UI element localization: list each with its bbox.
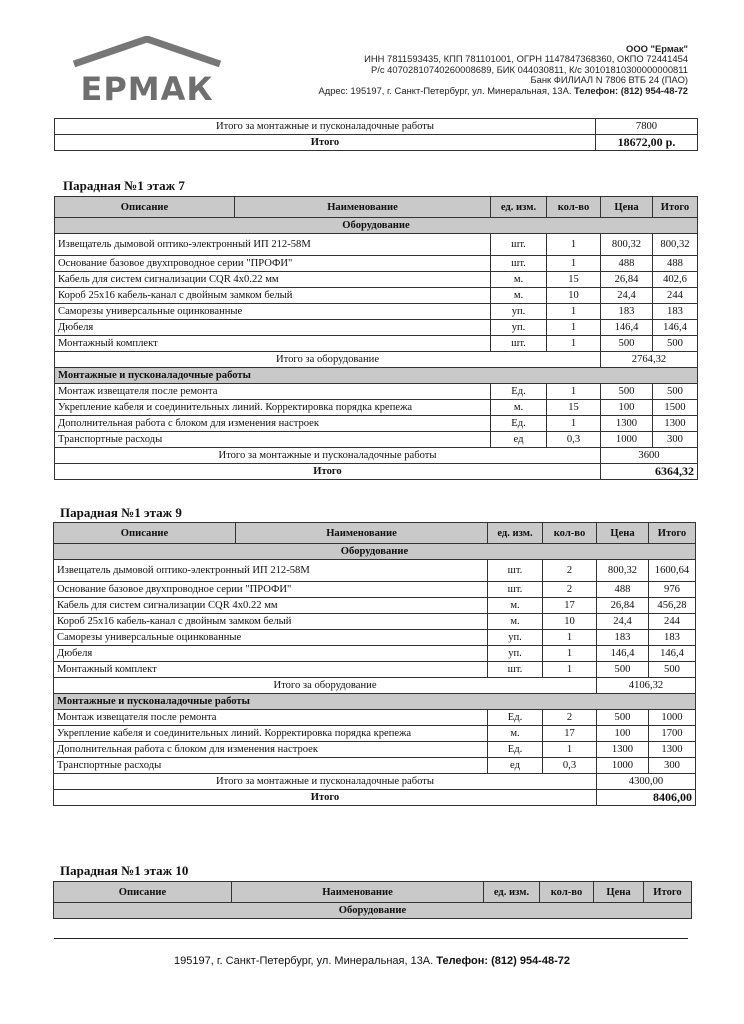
item-total: 1700 bbox=[649, 726, 696, 742]
item-price: 100 bbox=[601, 400, 653, 416]
equipment-total-value: 4106,32 bbox=[597, 678, 696, 694]
item-qty: 1 bbox=[543, 630, 597, 646]
item-unit: шт. bbox=[491, 336, 547, 352]
col-qty: кол-во bbox=[540, 882, 594, 903]
equipment-header: Оборудование bbox=[54, 544, 696, 560]
col-qty: кол-во bbox=[547, 197, 601, 218]
item-qty: 1 bbox=[543, 646, 597, 662]
item-total: 146,4 bbox=[653, 320, 698, 336]
item-price: 488 bbox=[597, 582, 649, 598]
works-total-label: Итого за монтажные и пусконаладочные работы bbox=[54, 774, 597, 790]
item-price: 500 bbox=[597, 662, 649, 678]
estimate-table-floor-10 bbox=[53, 881, 692, 919]
item-name: Транспортные расходы bbox=[55, 432, 491, 448]
equipment-total-value: 2764,32 bbox=[601, 352, 698, 368]
item-price: 500 bbox=[601, 384, 653, 400]
equipment-header-row bbox=[54, 903, 692, 919]
item-name: Монтажный комплект bbox=[54, 662, 488, 678]
item-qty: 1 bbox=[547, 320, 601, 336]
item-qty: 1 bbox=[543, 742, 597, 758]
company-details bbox=[258, 44, 688, 96]
table-row bbox=[55, 288, 698, 304]
table-row bbox=[54, 710, 696, 726]
section-title: Парадная №1 этаж 9 bbox=[60, 505, 182, 520]
item-price: 1000 bbox=[597, 758, 649, 774]
item-qty: 1 bbox=[547, 256, 601, 272]
section-title: Парадная №1 этаж 7 bbox=[63, 178, 185, 193]
item-total: 1500 bbox=[653, 400, 698, 416]
estimate-table-floor-9 bbox=[53, 522, 696, 806]
item-name: Основание базовое двухпроводное серии "ПРОФИ" bbox=[55, 256, 491, 272]
item-price: 1300 bbox=[601, 416, 653, 432]
works-header-row bbox=[55, 368, 698, 384]
item-name: Укрепление кабеля и соединительных линий. Корректировка порядка крепежа bbox=[55, 400, 491, 416]
works-header: Монтажные и пусконаладочные работы bbox=[55, 368, 698, 384]
company-logo bbox=[68, 36, 226, 106]
works-total-row bbox=[55, 119, 698, 135]
item-unit: шт. bbox=[488, 582, 543, 598]
table-row bbox=[54, 582, 696, 598]
item-total: 500 bbox=[653, 336, 698, 352]
section-title: Парадная №1 этаж 10 bbox=[60, 863, 189, 878]
item-unit: м. bbox=[488, 726, 543, 742]
item-qty: 1 bbox=[547, 234, 601, 256]
table-header-row bbox=[55, 197, 698, 218]
works-total-label: Итого за монтажные и пусконаладочные работы bbox=[55, 448, 601, 464]
item-price: 1300 bbox=[597, 742, 649, 758]
company-phone: Телефон: (812) 954-48-72 bbox=[574, 84, 688, 96]
works-header: Монтажные и пусконаладочные работы bbox=[54, 694, 696, 710]
col-name: Наименование bbox=[232, 882, 484, 903]
section-total-value: 8406,00 bbox=[597, 790, 696, 806]
section-total-label: Итого bbox=[54, 790, 597, 806]
item-price: 488 bbox=[601, 256, 653, 272]
item-qty: 10 bbox=[547, 288, 601, 304]
item-price: 1000 bbox=[601, 432, 653, 448]
table-row bbox=[55, 272, 698, 288]
table-row bbox=[54, 726, 696, 742]
col-total: Итого bbox=[653, 197, 698, 218]
item-total: 1300 bbox=[653, 416, 698, 432]
col-price: Цена bbox=[594, 882, 644, 903]
item-qty: 15 bbox=[547, 400, 601, 416]
equipment-total-label: Итого за оборудование bbox=[54, 678, 597, 694]
col-price: Цена bbox=[601, 197, 653, 218]
item-total: 146,4 bbox=[649, 646, 696, 662]
col-unit: ед. изм. bbox=[488, 523, 543, 544]
table-row bbox=[55, 304, 698, 320]
item-name: Извещатель дымовой оптико-электронный ИП 212-58М bbox=[54, 560, 488, 582]
item-name: Дополнительная работа с блоком для изменения настроек bbox=[55, 416, 491, 432]
item-price: 800,32 bbox=[601, 234, 653, 256]
item-total: 800,32 bbox=[653, 234, 698, 256]
item-unit: м. bbox=[491, 288, 547, 304]
item-price: 146,4 bbox=[597, 646, 649, 662]
item-total: 456,28 bbox=[649, 598, 696, 614]
table-row bbox=[54, 598, 696, 614]
section-total-row bbox=[55, 464, 698, 480]
item-price: 500 bbox=[601, 336, 653, 352]
grand-total-row bbox=[55, 135, 698, 151]
item-price: 24,4 bbox=[601, 288, 653, 304]
item-unit: уп. bbox=[491, 320, 547, 336]
item-name: Дюбеля bbox=[55, 320, 491, 336]
col-unit: ед. изм. bbox=[491, 197, 547, 218]
company-bank: Банк ФИЛИАЛ N 7806 ВТБ 24 (ПАО) bbox=[530, 74, 688, 86]
item-qty: 2 bbox=[543, 710, 597, 726]
item-unit: м. bbox=[491, 272, 547, 288]
item-qty: 1 bbox=[547, 336, 601, 352]
table-row bbox=[55, 234, 698, 256]
grand-total-label: Итого bbox=[55, 135, 596, 151]
footer-phone: Телефон: (812) 954-48-72 bbox=[436, 955, 570, 967]
item-price: 800,32 bbox=[597, 560, 649, 582]
item-name: Кабель для систем сигнализации CQR 4х0.22 мм bbox=[55, 272, 491, 288]
company-name: ООО "Ермак" bbox=[626, 43, 688, 54]
item-total: 300 bbox=[649, 758, 696, 774]
item-qty: 2 bbox=[543, 582, 597, 598]
table-row bbox=[54, 758, 696, 774]
grand-total-value: 18672,00 р. bbox=[596, 135, 698, 151]
item-name: Кабель для систем сигнализации CQR 4х0.22 мм bbox=[54, 598, 488, 614]
footer-divider bbox=[54, 938, 688, 939]
item-total: 402,6 bbox=[653, 272, 698, 288]
company-address: Адрес: 195197, г. Санкт-Петербург, ул. Минеральная, 13А. bbox=[318, 84, 572, 96]
table-row bbox=[55, 336, 698, 352]
footer-address: 195197, г. Санкт-Петербург, ул. Минеральная, 13А. bbox=[174, 955, 434, 967]
item-total: 1600,64 bbox=[649, 560, 696, 582]
item-qty: 1 bbox=[547, 416, 601, 432]
works-total-value: 3600 bbox=[601, 448, 698, 464]
item-qty: 0,3 bbox=[543, 758, 597, 774]
company-account: Р/с 40702810740260008689, БИК 044030811, К/с 30101810300000000811 bbox=[371, 63, 688, 75]
works-total-label: Итого за монтажные и пусконаладочные работы bbox=[55, 119, 596, 135]
section-total-row bbox=[54, 790, 696, 806]
col-total: Итого bbox=[649, 523, 696, 544]
item-qty: 2 bbox=[543, 560, 597, 582]
col-name: Наименование bbox=[236, 523, 488, 544]
col-total: Итого bbox=[644, 882, 692, 903]
table-row bbox=[55, 384, 698, 400]
table-header-row bbox=[54, 882, 692, 903]
col-qty: кол-во bbox=[543, 523, 597, 544]
table-row bbox=[54, 614, 696, 630]
item-name: Монтаж извещателя после ремонта bbox=[55, 384, 491, 400]
footer bbox=[0, 955, 744, 967]
equipment-total-label: Итого за оборудование bbox=[55, 352, 601, 368]
col-description: Описание bbox=[55, 197, 235, 218]
item-total: 183 bbox=[649, 630, 696, 646]
col-description: Описание bbox=[54, 882, 232, 903]
equipment-header: Оборудование bbox=[54, 903, 692, 919]
item-total: 1300 bbox=[649, 742, 696, 758]
item-unit: уп. bbox=[488, 630, 543, 646]
item-unit: Ед. bbox=[491, 416, 547, 432]
works-header-row bbox=[54, 694, 696, 710]
item-unit: Ед. bbox=[488, 742, 543, 758]
item-price: 26,84 bbox=[601, 272, 653, 288]
item-unit: шт. bbox=[488, 662, 543, 678]
item-total: 488 bbox=[653, 256, 698, 272]
table-row bbox=[55, 400, 698, 416]
equipment-total-row bbox=[55, 352, 698, 368]
col-name: Наименование bbox=[235, 197, 491, 218]
item-name: Дополнительная работа с блоком для изменения настроек bbox=[54, 742, 488, 758]
item-price: 183 bbox=[597, 630, 649, 646]
table-row bbox=[54, 646, 696, 662]
item-total: 500 bbox=[649, 662, 696, 678]
item-unit: Ед. bbox=[488, 710, 543, 726]
company-registration: ИНН 7811593435, КПП 781101001, ОГРН 1147847368360, ОКПО 72441454 bbox=[364, 53, 688, 65]
item-name: Извещатель дымовой оптико-электронный ИП 212-58М bbox=[55, 234, 491, 256]
section-total-value: 6364,32 bbox=[601, 464, 698, 480]
equipment-header-row bbox=[55, 218, 698, 234]
col-unit: ед. изм. bbox=[484, 882, 540, 903]
company-address-line bbox=[258, 86, 688, 96]
item-unit: шт. bbox=[488, 560, 543, 582]
item-name: Короб 25х16 кабель-канал с двойным замком белый bbox=[55, 288, 491, 304]
item-name: Саморезы универсальные оцинкованные bbox=[54, 630, 488, 646]
item-qty: 15 bbox=[547, 272, 601, 288]
item-name: Монтаж извещателя после ремонта bbox=[54, 710, 488, 726]
works-total-value: 7800 bbox=[596, 119, 698, 135]
logo-text: ЕРМАК bbox=[80, 70, 214, 106]
item-price: 146,4 bbox=[601, 320, 653, 336]
works-total-value: 4300,00 bbox=[597, 774, 696, 790]
item-qty: 17 bbox=[543, 598, 597, 614]
table-row bbox=[55, 416, 698, 432]
table-row bbox=[54, 630, 696, 646]
table-row bbox=[54, 560, 696, 582]
item-unit: м. bbox=[488, 614, 543, 630]
equipment-header-row bbox=[54, 544, 696, 560]
equipment-header: Оборудование bbox=[55, 218, 698, 234]
item-qty: 0,3 bbox=[547, 432, 601, 448]
item-name: Укрепление кабеля и соединительных линий. Корректировка порядка крепежа bbox=[54, 726, 488, 742]
item-total: 500 bbox=[653, 384, 698, 400]
table-row bbox=[55, 256, 698, 272]
item-unit: м. bbox=[491, 400, 547, 416]
item-qty: 17 bbox=[543, 726, 597, 742]
table-row bbox=[55, 320, 698, 336]
item-name: Монтажный комплект bbox=[55, 336, 491, 352]
item-total: 1000 bbox=[649, 710, 696, 726]
col-description: Описание bbox=[54, 523, 236, 544]
estimate-table-floor-7 bbox=[54, 196, 698, 480]
item-qty: 10 bbox=[543, 614, 597, 630]
item-total: 244 bbox=[649, 614, 696, 630]
item-qty: 1 bbox=[547, 304, 601, 320]
item-price: 24,4 bbox=[597, 614, 649, 630]
item-unit: уп. bbox=[491, 304, 547, 320]
table-row bbox=[54, 662, 696, 678]
item-qty: 1 bbox=[547, 384, 601, 400]
item-unit: ед bbox=[488, 758, 543, 774]
item-price: 26,84 bbox=[597, 598, 649, 614]
previous-summary-table bbox=[54, 118, 698, 151]
item-name: Короб 25х16 кабель-канал с двойным замком белый bbox=[54, 614, 488, 630]
item-name: Основание базовое двухпроводное серии "ПРОФИ" bbox=[54, 582, 488, 598]
item-unit: м. bbox=[488, 598, 543, 614]
item-unit: шт. bbox=[491, 234, 547, 256]
item-unit: ед bbox=[491, 432, 547, 448]
item-total: 300 bbox=[653, 432, 698, 448]
item-price: 500 bbox=[597, 710, 649, 726]
table-header-row bbox=[54, 523, 696, 544]
item-total: 244 bbox=[653, 288, 698, 304]
item-unit: Ед. bbox=[491, 384, 547, 400]
col-price: Цена bbox=[597, 523, 649, 544]
table-row bbox=[54, 742, 696, 758]
section-total-label: Итого bbox=[55, 464, 601, 480]
item-name: Транспортные расходы bbox=[54, 758, 488, 774]
item-price: 100 bbox=[597, 726, 649, 742]
item-qty: 1 bbox=[543, 662, 597, 678]
item-unit: шт. bbox=[491, 256, 547, 272]
item-unit: уп. bbox=[488, 646, 543, 662]
item-price: 183 bbox=[601, 304, 653, 320]
equipment-total-row bbox=[54, 678, 696, 694]
item-name: Саморезы универсальные оцинкованные bbox=[55, 304, 491, 320]
item-name: Дюбеля bbox=[54, 646, 488, 662]
works-total-row bbox=[55, 448, 698, 464]
item-total: 183 bbox=[653, 304, 698, 320]
table-row bbox=[55, 432, 698, 448]
works-total-row bbox=[54, 774, 696, 790]
item-total: 976 bbox=[649, 582, 696, 598]
